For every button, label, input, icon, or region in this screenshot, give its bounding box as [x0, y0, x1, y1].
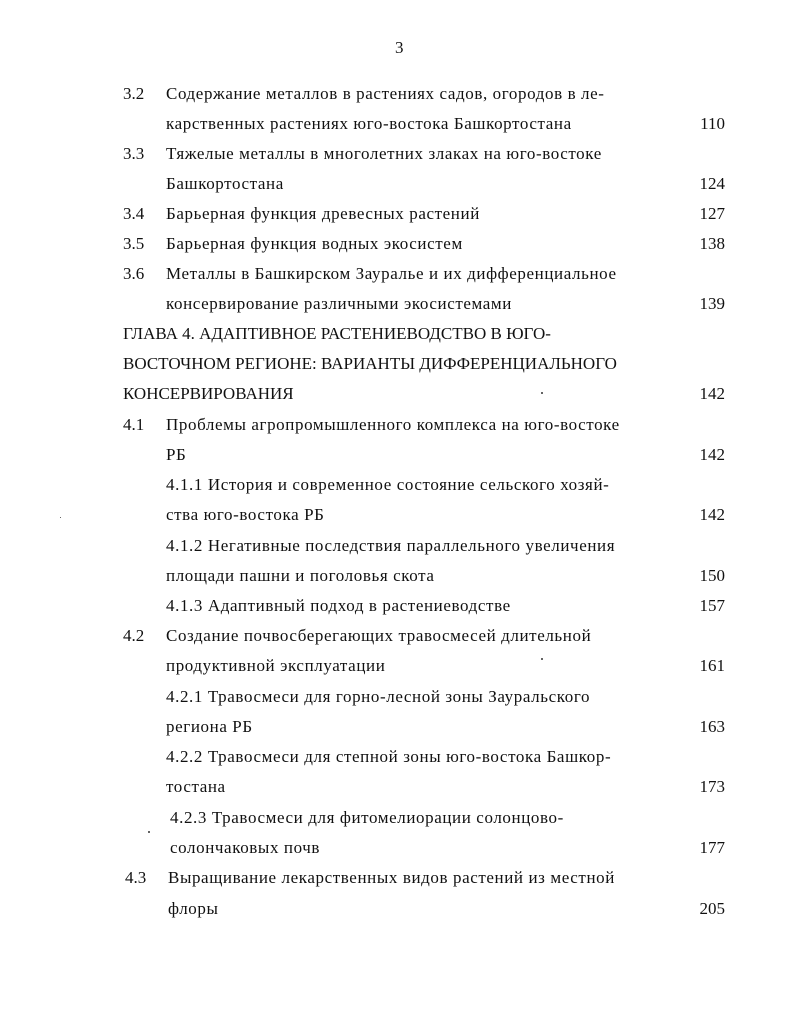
scan-speck [148, 831, 150, 833]
chapter-title-line: КОНСЕРВИРОВАНИЯ [123, 384, 294, 403]
toc-entry-number: 3.2 [123, 84, 145, 103]
toc-entry-page: 142 [699, 384, 725, 403]
toc-entry-number: 4.1 [123, 415, 145, 434]
toc-entry-title-line: Создание почвосберегающих травосмесей длительной [166, 626, 592, 645]
toc-entry-title-line: 4.2.3 Травосмеси для фитомелиорации солонцово- [170, 808, 564, 827]
page-number: 3 [395, 38, 404, 57]
toc-entry-title-line: Тяжелые металлы в многолетних злаках на юго-востоке [166, 144, 602, 163]
scan-speck [541, 392, 543, 394]
toc-entry-title-line: 4.2.2 Травосмеси для степной зоны юго-востока Башкор- [166, 747, 612, 766]
toc-entry-page: 139 [699, 294, 725, 313]
toc-entry-page: 177 [699, 838, 725, 857]
toc-entry-page: 138 [699, 234, 725, 253]
toc-entry-title-line: площади пашни и поголовья скота [166, 566, 435, 585]
toc-entry-title-line: 4.2.1 Травосмеси для горно-лесной зоны Зауральского [166, 687, 591, 706]
toc-entry-page: 157 [699, 596, 725, 615]
toc-entry-title-line: солончаковых почв [170, 838, 321, 857]
toc-entry-title-line: продуктивной эксплуатации [166, 656, 386, 675]
toc-entry-title-line: региона РБ [166, 717, 253, 736]
toc-entry-page: 205 [699, 899, 725, 918]
toc-entry-title-line: 4.1.1 История и современное состояние сельского хозяй- [166, 475, 610, 494]
chapter-title-line: ВОСТОЧНОМ РЕГИОНЕ: ВАРИАНТЫ ДИФФЕРЕНЦИАЛЬНОГО [123, 354, 617, 373]
toc-entry-page: 150 [699, 566, 725, 585]
toc-entry-title-line: Содержание металлов в растениях садов, огородов в ле- [166, 84, 605, 103]
toc-entry-number: 4.3 [125, 868, 147, 887]
toc-entry-title-line: Металлы в Башкирском Зауралье и их дифференциальное [166, 264, 617, 283]
toc-entry-title-line: РБ [166, 445, 187, 464]
chapter-title-line: ГЛАВА 4. АДАПТИВНОЕ РАСТЕНИЕВОДСТВО В ЮГО- [123, 324, 551, 343]
toc-entry-number: 3.6 [123, 264, 145, 283]
toc-entry-number: 3.4 [123, 204, 145, 223]
toc-entry-title-line: Башкортостана [166, 174, 284, 193]
toc-entry-page: 142 [699, 445, 725, 464]
toc-entry-page: 173 [699, 777, 725, 796]
toc-entry-number: 3.5 [123, 234, 145, 253]
toc-entry-number: 4.2 [123, 626, 145, 645]
toc-entry-number: 3.3 [123, 144, 145, 163]
toc-entry-title-line: Барьерная функция водных экосистем [166, 234, 463, 253]
toc-entry-page: 163 [699, 717, 725, 736]
toc-entry-title-line: Выращивание лекарственных видов растений из местной [168, 868, 615, 887]
toc-entry-title-line: Барьерная функция древесных растений [166, 204, 480, 223]
scan-speck [60, 517, 61, 518]
toc-entry-page: 142 [699, 505, 725, 524]
toc-entry-title-line: ства юго-востока РБ [166, 505, 325, 524]
toc-entry-title-line: консервирование различными экосистемами [166, 294, 512, 313]
toc-entry-title-line: тостана [166, 777, 226, 796]
toc-entry-title-line: Проблемы агропромышленного комплекса на юго-востоке [166, 415, 620, 434]
toc-entry-title-line: 4.1.3 Адаптивный подход в растениеводстве [166, 596, 511, 615]
toc-entry-page: 127 [699, 204, 725, 223]
toc-entry-page: 110 [700, 114, 725, 133]
toc-entry-page: 161 [699, 656, 725, 675]
toc-entry-title-line: 4.1.2 Негативные последствия параллельного увеличения [166, 536, 616, 555]
toc-entry-title-line: карственных растениях юго-востока Башкортостана [166, 114, 572, 133]
scan-speck [541, 658, 543, 660]
toc-entry-page: 124 [699, 174, 725, 193]
toc-entry-title-line: флоры [168, 899, 219, 918]
